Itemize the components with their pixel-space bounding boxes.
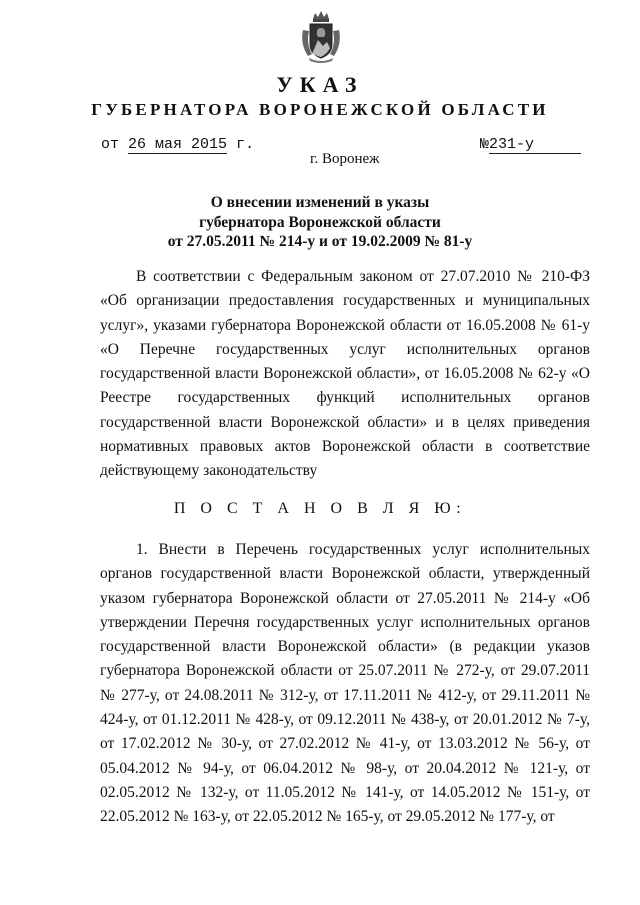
number-value: 231-у <box>489 136 581 154</box>
preamble-paragraph: В соответствии с Федеральным законом от 27.07.2010 № 210-ФЗ «Об организации предоставления государственных и муниципальных услуг», указами губернатора Воронежской области от 16.05.2008 № 61-у «О Перечне государственных услуг исполнительных органов государственной власти Воронежской области», от 16.05.2008 № 62-у «О Реестре государственных функций исполнительных органов государственной власти Воронежской области» и в целях приведения нормативных правовых актов Воронежской области в соответствие действующему законодательству <box>100 268 590 480</box>
date-field <box>101 136 254 153</box>
number-field <box>480 136 581 154</box>
date-suffix: г. <box>236 136 255 153</box>
document-issuer: ГУБЕРНАТОРА ВОРОНЕЖСКОЙ ОБЛАСТИ <box>91 100 549 119</box>
document-type: УКАЗ <box>276 72 364 97</box>
date-value: 26 мая 2015 <box>128 136 228 153</box>
date-prefix: от <box>101 136 120 153</box>
title-line: губернатора Воронежской области <box>199 213 441 231</box>
title-line: от 27.05.2011 № 214-у и от 19.02.2009 № 81-у <box>167 233 473 250</box>
decree-heading: П О С Т А Н О В Л Я Ю: <box>173 500 467 517</box>
clause-1-paragraph: 1. Внести в Перечень государственных услуг исполнительных органов государственной власти Воронежской области, утвержденный указом губернатора Воронежской области от 27.05.2011 № 214-у «Об утверждении Перечня государственных услуг исполнительных органов государственной власти Воронежской области» (в редакции указов губернатора Воронежской области от 25.07.2011 № 272-у, от 29.07.2011 № 277-у, от 24.08.2011 № 312-у, от 17.11.2011 № 412-у, от 29.11.2011 № 424-у, от 01.12.2011 № 428-у, от 09.12.2011 № 438-у, от 20.01.2012 № 7-у, от 17.02.2012 № 30-у, от 27.02.2012 № 41-у, от 13.03.2012 № 56-у, от 05.04.2012 № 94-у, от 06.04.2012 № 98-у, от 20.04.2012 № 121-у, от 02.05.2012 № 132-у, от 11.05.2012 № 141-у, от 14.05.2012 № 151-у, от 22.05.2012 № 163-у, от 22.05.2012 № 165-у, от 29.05.2012 № 177-у, от <box>100 541 590 826</box>
number-prefix: № <box>480 136 490 153</box>
document-title <box>120 193 520 252</box>
coat-of-arms-icon <box>299 10 343 64</box>
city: г. Воронеж <box>310 151 380 167</box>
title-line: О внесении изменений в указы <box>210 194 430 211</box>
